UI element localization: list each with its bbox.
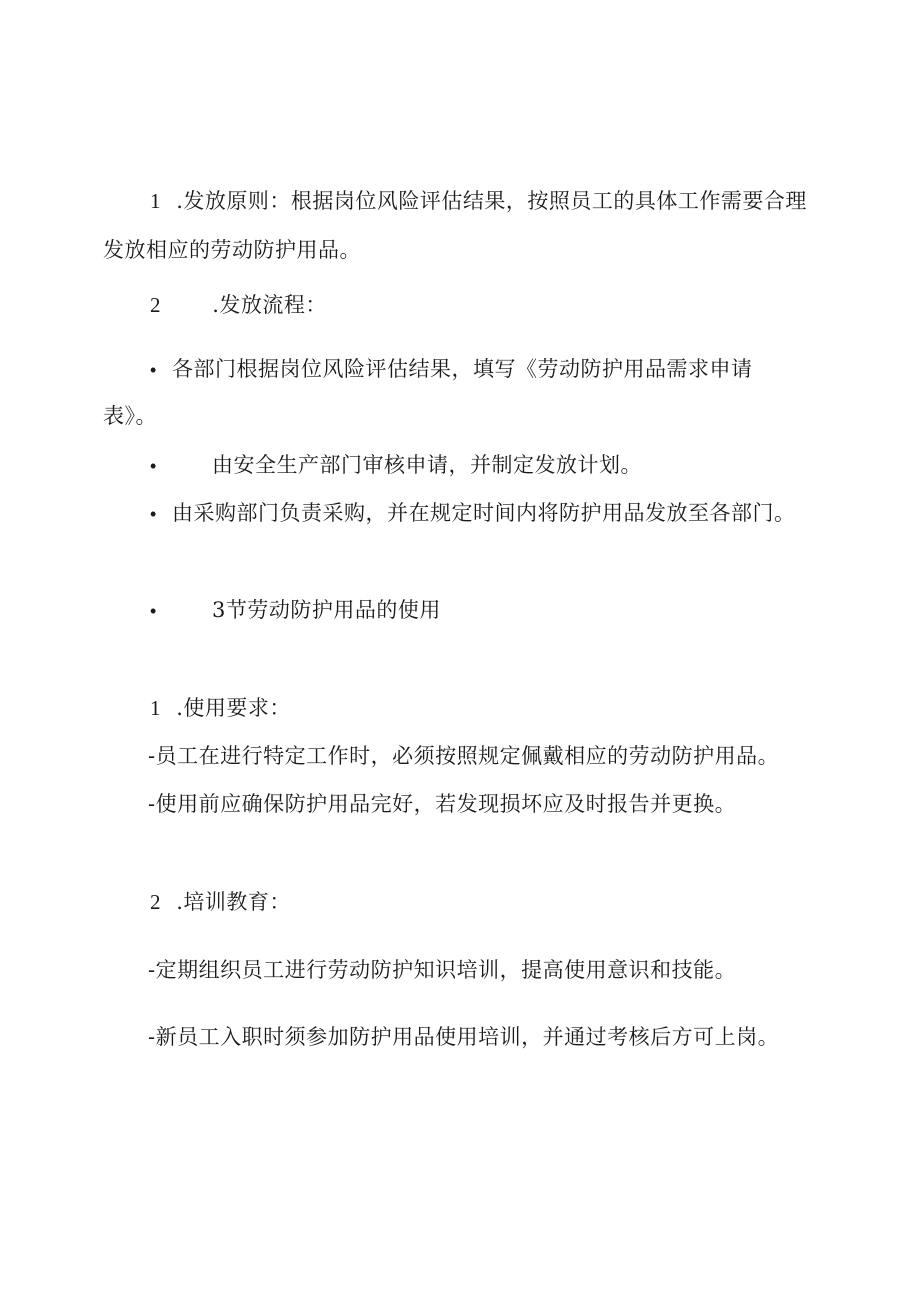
item-1-line-2: 发放相应的劳动防护用品。 (103, 238, 361, 262)
item-text: .使用要求： (176, 696, 291, 720)
item-text: .培训教育： (176, 890, 291, 914)
item-2-line (150, 290, 327, 320)
bullet-icon: • (150, 504, 157, 524)
bullet-1-line-1 (150, 354, 753, 385)
heading-text: 3节劳动防护用品的使用 (212, 598, 441, 622)
bullet-icon: • (150, 360, 157, 380)
use-item-1-dash-1: -员工在进行特定工作时，必须按照规定佩戴相应的劳动防护用品。 (148, 744, 780, 768)
bullet-2-line (150, 450, 642, 481)
item-number: 2 (150, 293, 161, 317)
bullet-3-line (150, 498, 796, 529)
item-1-line-1 (150, 186, 807, 216)
item-text: .发放流程： (212, 293, 327, 317)
item-number: 2 (150, 890, 161, 914)
bullet-1-line-2: 表》。 (103, 404, 157, 428)
use-item-1-line (150, 693, 291, 723)
use-item-2-dash-2: -新员工入职时须参加防护用品使用培训，并通过考核后方可上岗。 (148, 1025, 780, 1049)
item-number: 1 (150, 189, 161, 213)
bullet-icon: • (150, 456, 157, 476)
item-number: 1 (150, 696, 161, 720)
use-item-2-dash-1: -定期组织员工进行劳动防护知识培训，提高使用意识和技能。 (148, 958, 737, 982)
bullet-icon: • (150, 601, 157, 621)
use-item-2-line (150, 887, 291, 917)
bullet-text: 各部门根据岗位风险评估结果，填写《劳动防护用品需求申请 (172, 357, 753, 381)
section-heading (150, 595, 441, 626)
bullet-text: 由安全生产部门审核申请，并制定发放计划。 (212, 453, 642, 477)
bullet-text: 由采购部门负责采购，并在规定时间内将防护用品发放至各部门。 (172, 501, 796, 525)
item-text: .发放原则：根据岗位风险评估结果，按照员工的具体工作需要合理 (176, 189, 807, 213)
use-item-1-dash-2: -使用前应确保防护用品完好，若发现损坏应及时报告并更换。 (148, 792, 737, 816)
